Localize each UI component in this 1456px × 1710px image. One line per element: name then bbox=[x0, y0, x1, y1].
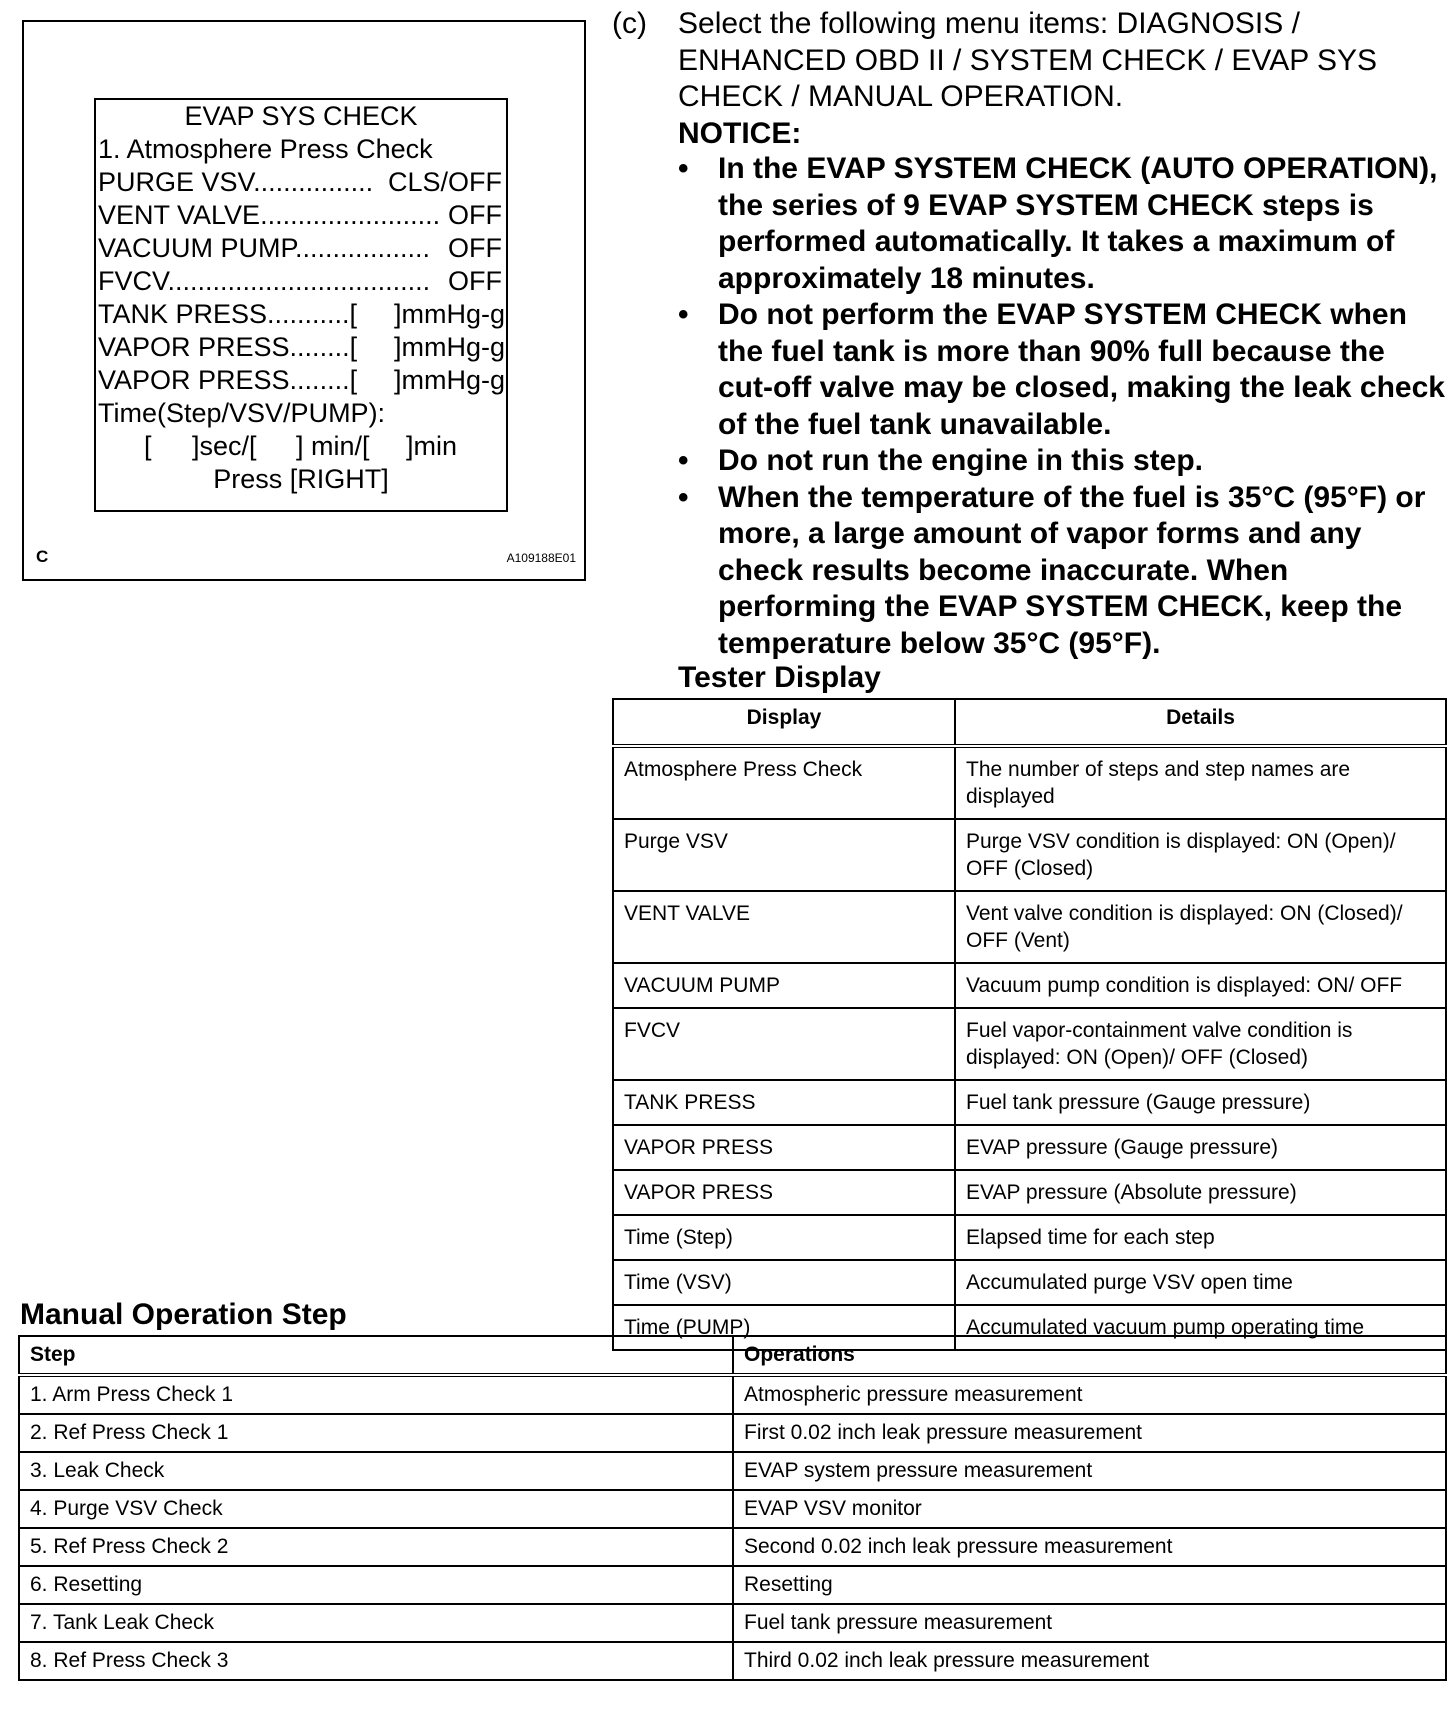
step-cell: 5. Ref Press Check 2 bbox=[19, 1528, 733, 1566]
table-row bbox=[19, 1414, 1446, 1452]
table-row bbox=[19, 1375, 1446, 1414]
display-cell: Time (VSV) bbox=[613, 1260, 955, 1305]
table-row bbox=[613, 746, 1446, 819]
screen-row-vapor-press-absolute: VAPOR PRESS........[ ]mmHg-g bbox=[98, 365, 506, 395]
tester-screen-figure bbox=[22, 20, 586, 581]
operation-cell: Fuel tank pressure measurement bbox=[733, 1604, 1446, 1642]
step-cell: 1. Arm Press Check 1 bbox=[19, 1375, 733, 1414]
table-row bbox=[19, 1604, 1446, 1642]
step-cell: 3. Leak Check bbox=[19, 1452, 733, 1490]
operation-cell: EVAP VSV monitor bbox=[733, 1490, 1446, 1528]
step-cell: 2. Ref Press Check 1 bbox=[19, 1414, 733, 1452]
details-cell: Accumulated vacuum pump operating time bbox=[955, 1305, 1446, 1350]
manual-operation-title: Manual Operation Step bbox=[20, 1298, 347, 1331]
notice-item: • In the EVAP SYSTEM CHECK (AUTO OPERATION), the series of 9 EVAP SYSTEM CHECK steps is performed automatically. It takes a maximum of approximately 18 minutes. bbox=[678, 151, 1448, 297]
display-cell: TANK PRESS bbox=[613, 1080, 955, 1125]
operation-cell: Resetting bbox=[733, 1566, 1446, 1604]
table-header-row bbox=[19, 1336, 1446, 1375]
display-cell: VENT VALVE bbox=[613, 891, 955, 963]
manual-operation-table bbox=[18, 1335, 1447, 1681]
table-row bbox=[613, 819, 1446, 891]
screen-row-purge-vsv: PURGE VSV................ CLS/OFF bbox=[98, 167, 502, 197]
table-row bbox=[19, 1490, 1446, 1528]
table-row bbox=[613, 1170, 1446, 1215]
screen-step-line: 1. Atmosphere Press Check bbox=[98, 134, 433, 164]
screen-row-vent-valve: VENT VALVE........................ OFF bbox=[98, 200, 502, 230]
column-header: Step bbox=[19, 1336, 733, 1375]
display-cell: VACUUM PUMP bbox=[613, 963, 955, 1008]
column-header: Operations bbox=[733, 1336, 1446, 1375]
operation-cell: First 0.02 inch leak pressure measurement bbox=[733, 1414, 1446, 1452]
step-letter: (c) bbox=[612, 7, 647, 40]
tester-display-table bbox=[612, 698, 1447, 1351]
table-row bbox=[19, 1642, 1446, 1680]
evap-sys-check-screen bbox=[94, 98, 508, 512]
screen-row-vapor-press-gauge: VAPOR PRESS........[ ]mmHg-g bbox=[98, 332, 506, 362]
tester-display-title: Tester Display bbox=[678, 661, 881, 694]
operation-cell: Atmospheric pressure measurement bbox=[733, 1375, 1446, 1414]
notice-list bbox=[678, 151, 1448, 662]
table-row bbox=[19, 1566, 1446, 1604]
display-cell: FVCV bbox=[613, 1008, 955, 1080]
step-cell: 8. Ref Press Check 3 bbox=[19, 1642, 733, 1680]
screen-title: EVAP SYS CHECK bbox=[184, 101, 418, 131]
display-cell: Atmosphere Press Check bbox=[613, 746, 955, 819]
step-cell: 4. Purge VSV Check bbox=[19, 1490, 733, 1528]
notice-item: • Do not run the engine in this step. bbox=[678, 443, 1448, 480]
details-cell: Vent valve condition is displayed: ON (Closed)/ OFF (Vent) bbox=[955, 891, 1446, 963]
column-header: Display bbox=[613, 699, 955, 746]
screen-press-right: Press [RIGHT] bbox=[213, 464, 389, 494]
operation-cell: Third 0.02 inch leak pressure measurement bbox=[733, 1642, 1446, 1680]
display-cell: Time (PUMP) bbox=[613, 1305, 955, 1350]
details-cell: The number of steps and step names are displayed bbox=[955, 746, 1446, 819]
notice-item: • Do not perform the EVAP SYSTEM CHECK when the fuel tank is more than 90% full because the cut-off valve may be closed, making the leak check of the fuel tank unavailable. bbox=[678, 297, 1448, 443]
screen-row-fvcv: FVCV................................... OFF bbox=[98, 266, 502, 296]
step-cell: 7. Tank Leak Check bbox=[19, 1604, 733, 1642]
display-cell: Time (Step) bbox=[613, 1215, 955, 1260]
details-cell: EVAP pressure (Absolute pressure) bbox=[955, 1170, 1446, 1215]
table-header-row bbox=[613, 699, 1446, 746]
instruction-text bbox=[678, 6, 1438, 152]
screen-row-tank-press: TANK PRESS...........[ ]mmHg-g bbox=[98, 299, 506, 329]
screen-row-vacuum-pump: VACUUM PUMP.................. OFF bbox=[98, 233, 502, 263]
table-row bbox=[613, 1215, 1446, 1260]
table-row bbox=[613, 963, 1446, 1008]
table-row bbox=[19, 1528, 1446, 1566]
display-cell: Purge VSV bbox=[613, 819, 955, 891]
instruction-body: Select the following menu items: DIAGNOSIS / ENHANCED OBD II / SYSTEM CHECK / EVAP SYS CHECK / MANUAL OPERATION. bbox=[678, 7, 1378, 113]
notice-title: NOTICE: bbox=[678, 116, 802, 150]
operation-cell: EVAP system pressure measurement bbox=[733, 1452, 1446, 1490]
details-cell: Fuel tank pressure (Gauge pressure) bbox=[955, 1080, 1446, 1125]
table-row bbox=[613, 1008, 1446, 1080]
figure-letter: C bbox=[36, 547, 49, 566]
details-cell: Purge VSV condition is displayed: ON (Open)/ OFF (Closed) bbox=[955, 819, 1446, 891]
figure-code: A109188E01 bbox=[506, 551, 576, 565]
details-cell: Vacuum pump condition is displayed: ON/ OFF bbox=[955, 963, 1446, 1008]
table-row bbox=[613, 1260, 1446, 1305]
details-cell: EVAP pressure (Gauge pressure) bbox=[955, 1125, 1446, 1170]
display-cell: VAPOR PRESS bbox=[613, 1125, 955, 1170]
screen-time-label: Time(Step/VSV/PUMP): bbox=[98, 398, 386, 428]
details-cell: Elapsed time for each step bbox=[955, 1215, 1446, 1260]
screen-time-values: [ ]sec/[ ] min/[ ]min bbox=[144, 431, 458, 461]
table-row bbox=[613, 891, 1446, 963]
step-cell: 6. Resetting bbox=[19, 1566, 733, 1604]
table-row bbox=[19, 1452, 1446, 1490]
table-row bbox=[613, 1080, 1446, 1125]
display-cell: VAPOR PRESS bbox=[613, 1170, 955, 1215]
notice-item: • When the temperature of the fuel is 35°C (95°F) or more, a large amount of vapor forms and any check results become inaccurate. When performing the EVAP SYSTEM CHECK, keep the temperature below 35°C (95°F). bbox=[678, 480, 1448, 663]
column-header: Details bbox=[955, 699, 1446, 746]
details-cell: Fuel vapor-containment valve condition is displayed: ON (Open)/ OFF (Closed) bbox=[955, 1008, 1446, 1080]
table-row bbox=[613, 1125, 1446, 1170]
details-cell: Accumulated purge VSV open time bbox=[955, 1260, 1446, 1305]
operation-cell: Second 0.02 inch leak pressure measurement bbox=[733, 1528, 1446, 1566]
